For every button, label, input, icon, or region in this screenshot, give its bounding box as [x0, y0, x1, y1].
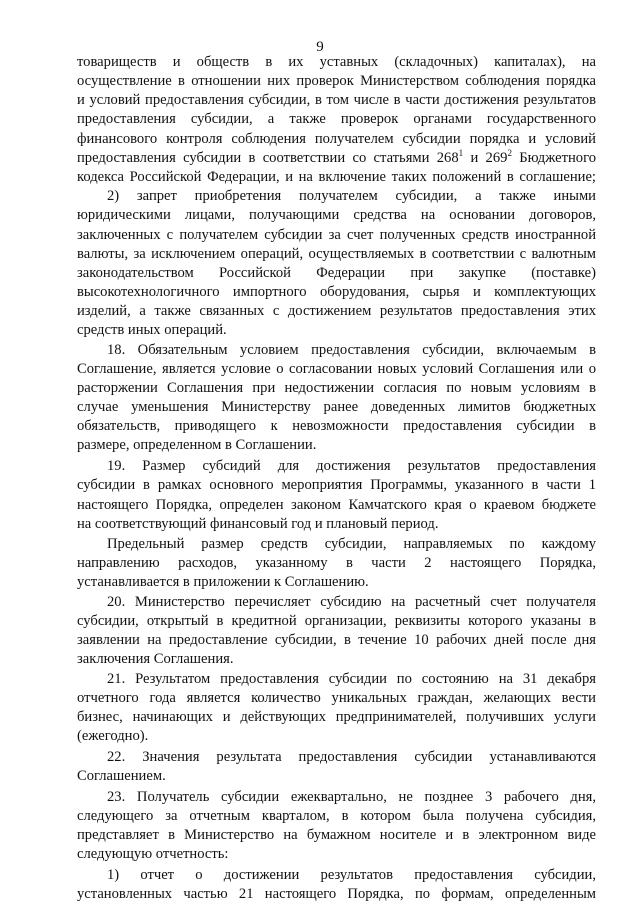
text-line: размере, определенном в Соглашении. [77, 437, 317, 453]
text-line: 19. Размер субсидий для достижения результатов предоставления [107, 458, 596, 474]
text-line: субсидии в рамках основного мероприятия Программы, указанного в части 1 [77, 477, 596, 493]
text-line: кодекса Российской Федерации, и на включение таких положений в соглашение; [77, 169, 596, 185]
page-number: 9 [316, 39, 324, 55]
text-line: представляет в Министерство на бумажном носителе и в электронном виде [77, 827, 596, 843]
text-line: предоставления субсидии в соответствии со статьями $268^1$ и $269^2$ Бюджетного [77, 148, 596, 166]
text-line: высокотехнологичного импортного оборудования, сырья и комплектующих [77, 284, 596, 300]
text-line: заключения Соглашения. [77, 651, 234, 667]
text-line: предоставления субсидии, а также проверок органами государственного [77, 111, 596, 127]
text-line: 22. Значения результата предоставления субсидии устанавливаются [107, 749, 596, 765]
text-line: юридическими лицами, получающими средства на основании договоров, [77, 207, 596, 223]
text-line: законодательством Российской Федерации при закупке (поставке) [77, 265, 596, 281]
text-line: средств иных операций. [77, 322, 227, 338]
text-line: Соглашение, является условие о согласовании новых условий Соглашения или о [77, 361, 596, 377]
text-line: субсидии, открытый в кредитной организации, реквизиты которого указаны в [77, 613, 596, 629]
text-line: Соглашением. [77, 768, 166, 784]
text-line: товариществ и обществ в их уставных (складочных) капиталах), на [77, 54, 596, 70]
text-line: валюты, за исключением операций, осуществляемых в соответствии с валютным [77, 246, 596, 262]
text-line: 23. Получатель субсидии ежеквартально, не позднее 3 рабочего дня, [107, 789, 596, 805]
text-line: направлению расходов, указанному в части 2 настоящего Порядка, [77, 555, 596, 571]
text-line: случае уменьшения Министерству ранее доведенных лимитов бюджетных [77, 399, 596, 415]
text-line: и условий предоставления субсидии, в том числе в части достижения результатов [77, 92, 596, 108]
text-line: на соответствующий финансовый год и плановый период. [77, 516, 439, 532]
text-line: установленных частью 21 настоящего Порядка, по формам, определенным [77, 886, 596, 902]
text-line: 20. Министерство перечисляет субсидию на расчетный счет получателя [107, 594, 596, 610]
text-line: настоящего Порядка, определен законом Камчатского края о краевом бюджете [77, 497, 596, 513]
text-line: изделий, а также связанных с достижением результатов предоставления этих [77, 303, 596, 319]
text-line: бизнес, начинающих и действующих предпринимателей, получивших услуги [77, 709, 596, 725]
text-line: Предельный размер средств субсидии, направляемых по каждому [107, 536, 596, 552]
text-line: заявлении на предоставление субсидии, в течение 10 рабочих дней после дня [77, 632, 596, 648]
text-line: расторжении Соглашения при недостижении согласия по новым условиям в [77, 380, 596, 396]
text-line: следующую отчетность: [77, 846, 229, 862]
text-line: следующего за отчетным кварталом, в котором была получена субсидия, [77, 808, 596, 824]
text-line: отчетного года является количество уникальных граждан, желающих вести [77, 690, 596, 706]
text-line: обязательств, приводящего к невозможности предоставления субсидии в [77, 418, 596, 434]
text-line: 21. Результатом предоставления субсидии по состоянию на 31 декабря [107, 671, 596, 687]
text-line: заключенных с получателем субсидии за счет полученных средств иностранной [77, 227, 596, 243]
text-line: 1) отчет о достижении результатов предоставления субсидии, [107, 867, 596, 883]
text-line: устанавливается в приложении к Соглашению. [77, 574, 369, 590]
text-line: (ежегодно). [77, 728, 149, 744]
text-line: осуществление в отношении них проверок Министерством соблюдения порядка [77, 73, 596, 89]
text-line: 18. Обязательным условием предоставления субсидии, включаемым в [107, 342, 596, 358]
text-line: 2) запрет приобретения получателем субсидии, а также иными [107, 188, 596, 204]
text-line: финансового контроля соблюдения получателем субсидии порядка и условий [77, 131, 596, 147]
